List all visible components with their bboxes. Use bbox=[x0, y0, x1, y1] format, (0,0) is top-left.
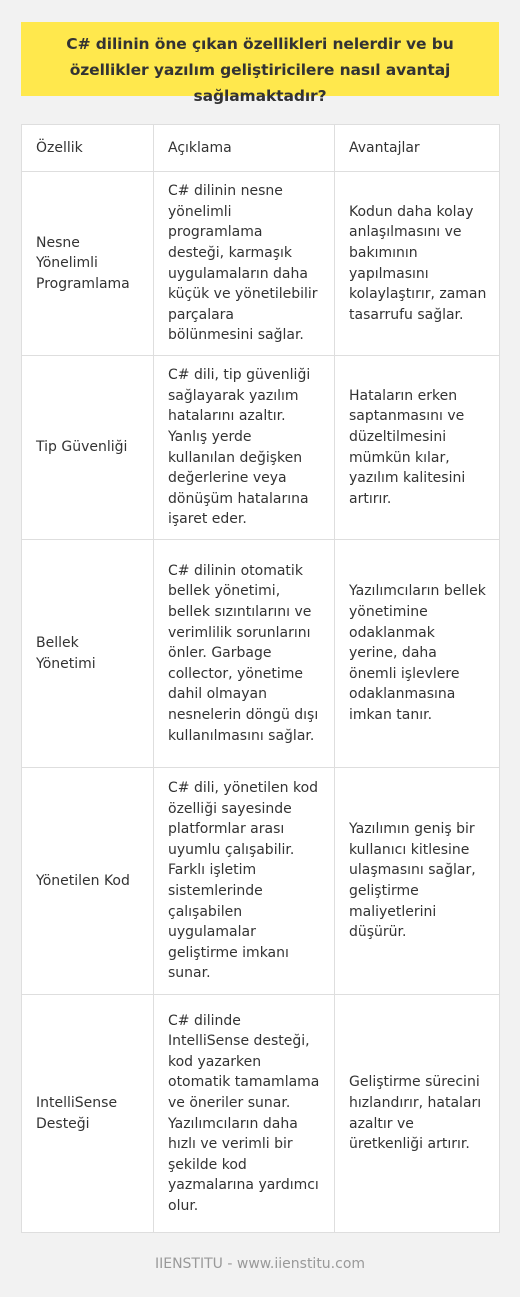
description-cell bbox=[153, 540, 334, 767]
table-row bbox=[22, 768, 499, 995]
footer-credit: IIENSTITU - www.iienstitu.com bbox=[154, 1256, 366, 1272]
feature-cell bbox=[22, 356, 153, 539]
description-text: C# dilinin otomatik bellek yönetimi, bellek sızıntılarını ve verimlilik sorunlarını önler. Garbage collector, yönetime dahil olmayan nesnelerin döngü dışı kullanılmasını sağlar. bbox=[168, 562, 319, 744]
feature-text: Yönetilen Kod bbox=[36, 872, 130, 889]
advantages-text: Kodun daha kolay anlaşılmasını ve bakımının yapılmasını kolaylaştırır, zaman tasarrufu sağlar. bbox=[349, 203, 487, 323]
description-text: C# dilinde IntelliSense desteği, kod yazarken otomatik tamamlama ve öneriler sunar. Yazılımcıların daha hızlı ve verimli bir şekilde kod yazmalarına yardımcı olur. bbox=[168, 1012, 320, 1214]
table-row bbox=[22, 356, 499, 540]
column-header-feature: Özellik bbox=[36, 140, 83, 156]
table-row bbox=[22, 540, 499, 768]
description-text: C# dili, tip güvenliği sağlayarak yazılım hatalarını azaltır. Yanlış yerde kullanılan değişken değerlerine veya dönüşüm hatalarına işaret eder. bbox=[168, 367, 311, 528]
advantages-cell bbox=[334, 356, 499, 539]
feature-text: Bellek Yönetimi bbox=[36, 634, 96, 672]
description-text: C# dili, yönetilen kod özelliği sayesinde platformlar arası uyumlu çalışabilir. Farklı işletim sistemlerinde çalışabilen uygulamalar geliştirme imkanı sunar. bbox=[168, 780, 319, 982]
advantages-text: Geliştirme sürecini hızlandırır, hataları azaltır ve üretkenliği artırır. bbox=[349, 1074, 482, 1153]
description-text: C# dilinin nesne yönelimli programlama desteği, karmaşık uygulamaların daha küçük ve yönetilebilir parçalara bölünmesini sağlar. bbox=[168, 183, 318, 344]
advantages-cell bbox=[334, 540, 499, 767]
page-title: C# dilinin öne çıkan özellikleri nelerdir ve bu özellikler yazılım geliştiricilere nasıl avantaj sağlamaktadır? bbox=[21, 22, 499, 96]
column-header-description: Açıklama bbox=[153, 125, 334, 171]
description-cell bbox=[153, 995, 334, 1232]
column-header-advantages: Avantajlar bbox=[334, 125, 499, 171]
table-header bbox=[22, 125, 499, 172]
description-cell bbox=[153, 768, 334, 994]
feature-cell bbox=[22, 172, 153, 355]
description-cell bbox=[153, 356, 334, 539]
advantages-text: Yazılımcıların bellek yönetimine odaklanmak yerine, daha önemli işlevlere odaklanmasına imkan tanır. bbox=[349, 583, 486, 723]
table-row bbox=[22, 995, 499, 1232]
table-row bbox=[22, 172, 499, 356]
advantages-text: Yazılımın geniş bir kullanıcı kitlesine ulaşmasını sağlar, geliştirme maliyetlerini düşürür. bbox=[349, 821, 476, 941]
advantages-cell bbox=[334, 768, 499, 994]
feature-text: IntelliSense Desteği bbox=[36, 1094, 118, 1132]
feature-cell bbox=[22, 768, 153, 994]
advantages-cell bbox=[334, 995, 499, 1232]
feature-cell bbox=[22, 540, 153, 767]
feature-cell bbox=[22, 995, 153, 1232]
advantages-text: Hataların erken saptanmasını ve düzeltilmesini mümkün kılar, yazılım kalitesini artırır. bbox=[349, 387, 466, 507]
feature-text: Tip Güvenliği bbox=[36, 439, 128, 456]
description-cell bbox=[153, 172, 334, 355]
feature-text: Nesne Yönelimli Programlama bbox=[36, 234, 130, 292]
advantages-cell bbox=[334, 172, 499, 355]
features-table bbox=[21, 124, 500, 1233]
